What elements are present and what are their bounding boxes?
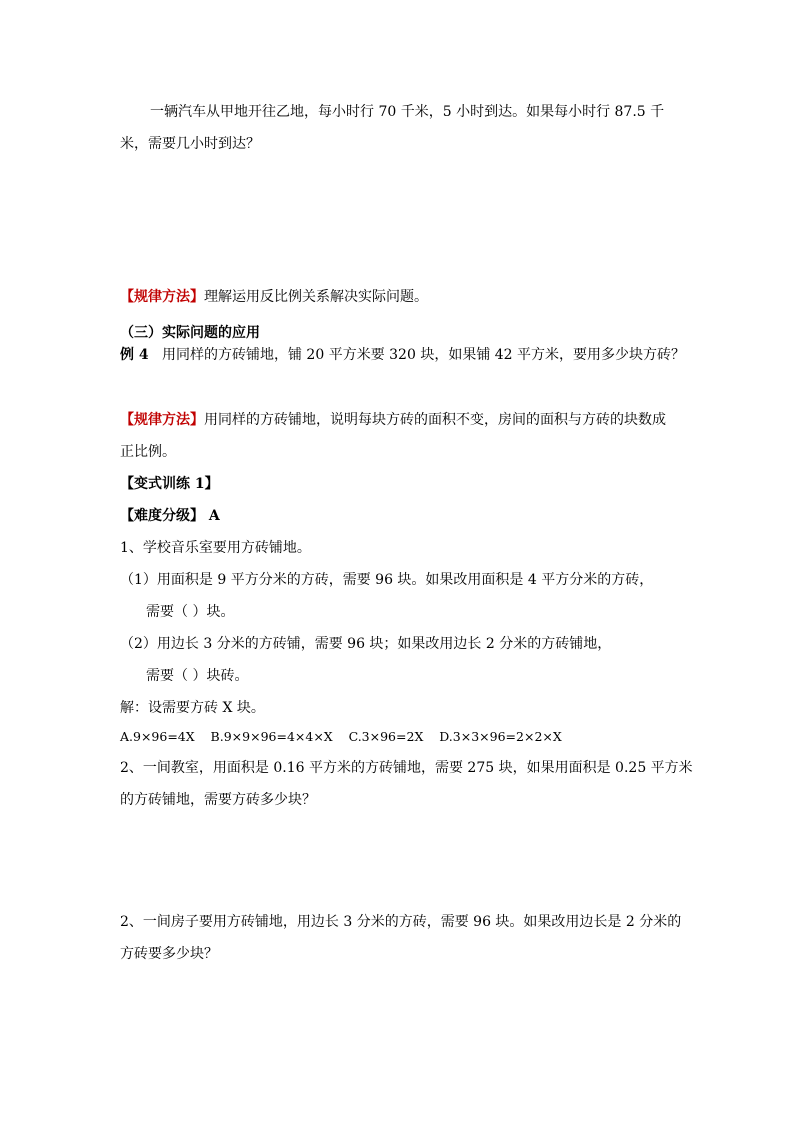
difficulty-level: 【难度分级】 A [120,508,220,524]
variant-title: 【变式训练 1】 [120,476,219,492]
q1-options: A.9×96=4X B.9×9×96=4×4×X C.3×96=2X D.3×3×96=2×2×X [120,729,562,744]
q1-part1-answer: 需要（ ）块。 [146,604,235,620]
q1-part2: （2）用边长 3 分米的方砖铺，需要 96 块；如果改用边长 2 分米的方砖铺地， [120,636,612,652]
q2-line1: 2、一间教室，用面积是 0.16 平方米的方砖铺地，需要 275 块，如果用面积是 0.25 平方米 [120,760,693,776]
q1-part2-answer: 需要（ ）块砖。 [146,668,249,684]
method-note-2 [120,410,680,430]
example-text: 用同样的方砖铺地，铺 20 平方米要 320 块，如果铺 42 平方米，要用多少块方砖？ [161,347,686,363]
method-tag: 【规律方法】 [120,412,204,428]
method-text: 用同样的方砖铺地，说明每块方砖的面积不变，房间的面积与方砖的块数成 [204,412,666,428]
car-problem-line1: 一辆汽车从甲地开往乙地，每小时行 70 千米，5 小时到达。如果每小时行 87.5 千 [150,104,665,120]
q1-solution: 解：设需要方砖 X 块。 [120,700,265,716]
method-note-1 [120,287,680,307]
car-problem-line2: 米，需要几小时到达？ [120,136,260,152]
example-4 [120,345,686,365]
q2-line2: 的方砖铺地，需要方砖多少块？ [120,792,316,808]
method-note-2-line2: 正比例。 [120,444,176,460]
q1-title: 1、学校音乐室要用方砖铺地。 [120,540,311,556]
q1-part1: （1）用面积是 9 平方分米的方砖，需要 96 块。如果改用面积是 4 平方分米的方砖， [120,572,654,588]
q3-line1: 2、一间房子要用方砖铺地，用边长 3 分米的方砖，需要 96 块。如果改用边长是 2 分米的 [120,914,682,930]
method-text: 理解运用反比例关系解决实际问题。 [204,289,428,305]
method-tag: 【规律方法】 [120,289,204,305]
section-title: （三）实际问题的应用 [120,325,260,341]
example-label: 例 4 [120,347,149,363]
q3-line2: 方砖要多少块？ [120,946,218,962]
